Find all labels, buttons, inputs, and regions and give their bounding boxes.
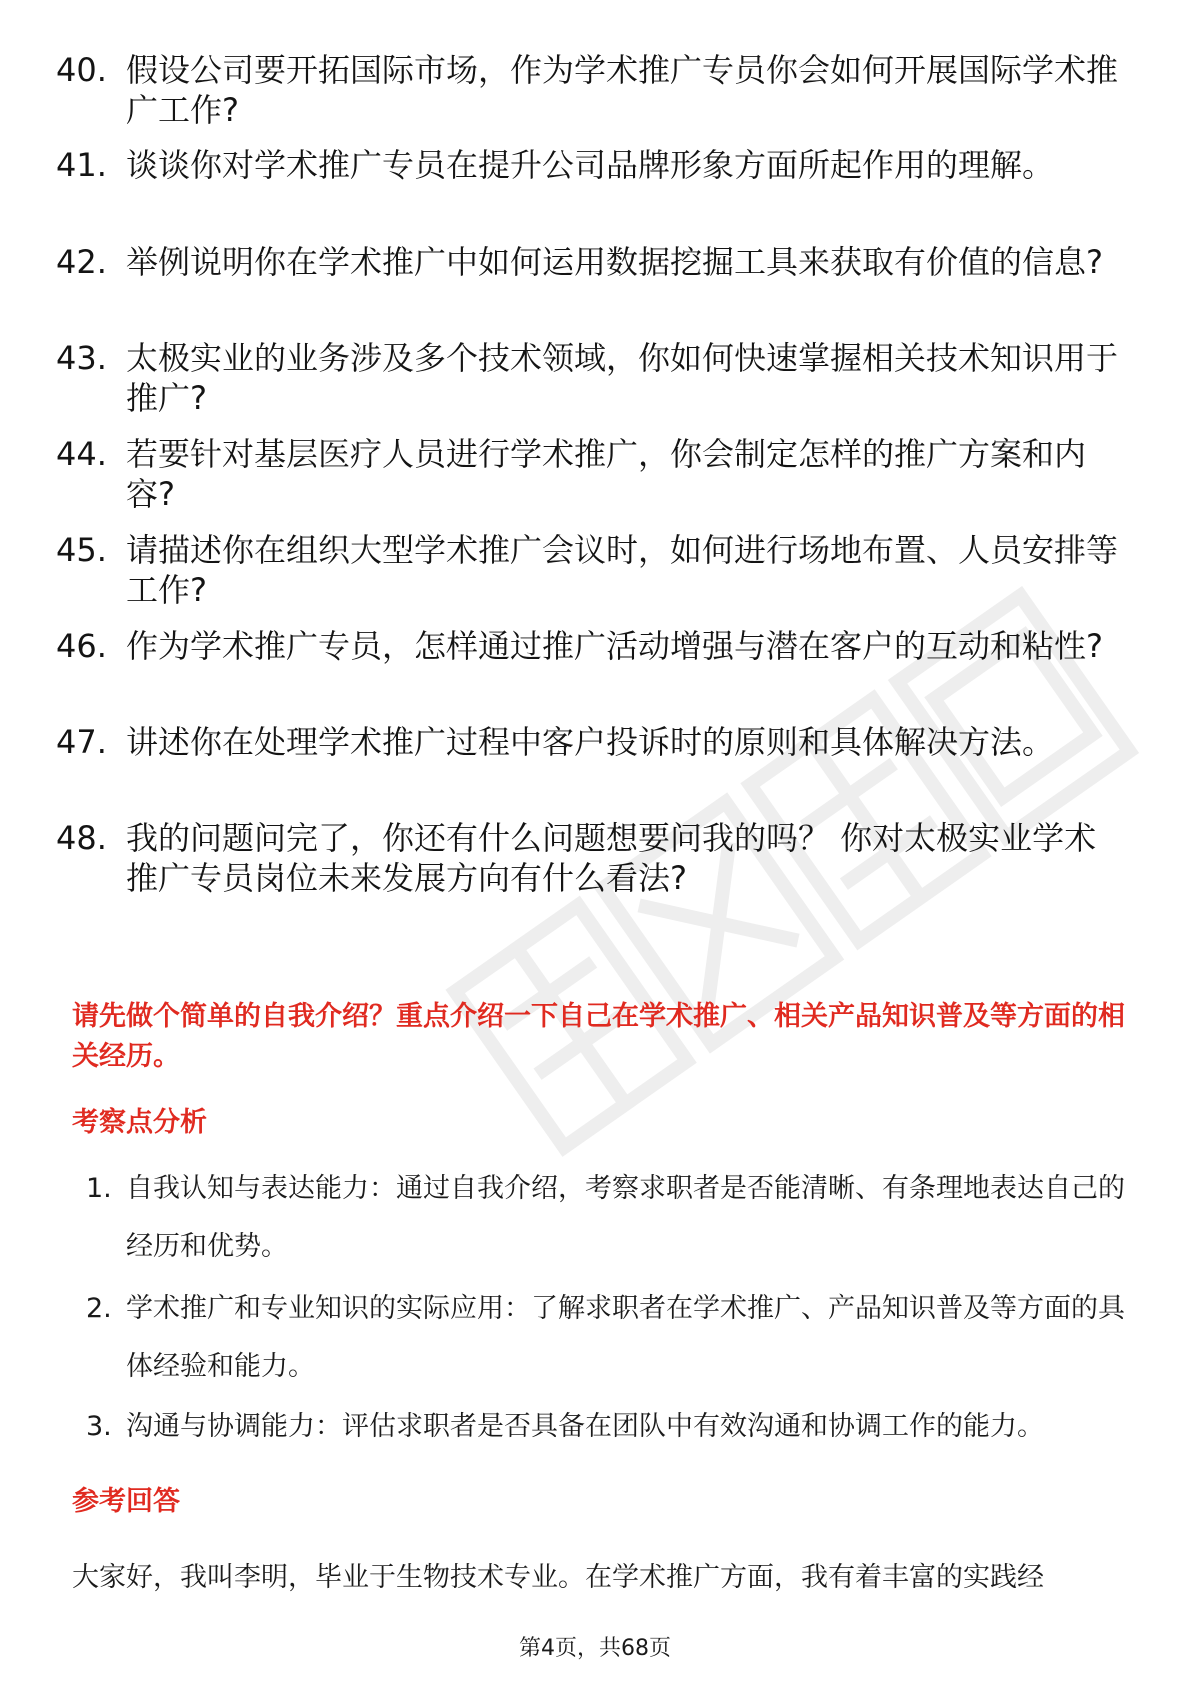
question-number: 45.	[56, 531, 107, 569]
analysis-item-text: 学术推广和专业知识的实际应用：了解求职者在学术推广、产品知识普及等方面的具体经验和能力。	[126, 1293, 1125, 1382]
question-number: 41.	[56, 146, 107, 184]
question-number: 46.	[56, 627, 107, 665]
analysis-item-text: 自我认知与表达能力：通过自我介绍，考察求职者是否能清晰、有条理地表达自己的经历和优势。	[126, 1173, 1125, 1262]
question-number: 48.	[56, 819, 107, 857]
analysis-item-number: 3.	[86, 1411, 112, 1442]
question-text: 作为学术推广专员，怎样通过推广活动增强与潜在客户的互动和粘性?	[126, 627, 1103, 665]
answer-text: 大家好，我叫李明，毕业于生物技术专业。在学术推广方面，我有着丰富的实践经	[72, 1562, 1044, 1593]
intro-question: 请先做个简单的自我介绍？重点介绍一下自己在学术推广、相关产品知识普及等方面的相关经历。	[72, 1001, 1125, 1072]
question-text: 假设公司要开拓国际市场，作为学术推广专员你会如何开展国际学术推广工作?	[126, 51, 1119, 129]
analysis-item-number: 2.	[86, 1293, 112, 1324]
page-footer: 第4页，共68页	[519, 1636, 671, 1661]
question-text: 若要针对基层医疗人员进行学术推广，你会制定怎样的推广方案和内容?	[126, 435, 1087, 513]
question-number: 40.	[56, 51, 107, 89]
question-number: 42.	[56, 243, 107, 281]
analysis-heading: 考察点分析	[72, 1107, 207, 1138]
question-number: 44.	[56, 435, 107, 473]
question-text: 我的问题问完了，你还有什么问题想要问我的吗？ 你对太极实业学术推广专员岗位未来发展方向有什么看法?	[126, 819, 1097, 897]
question-text: 谈谈你对学术推广专员在提升公司品牌形象方面所起作用的理解。	[126, 146, 1055, 184]
question-text: 太极实业的业务涉及多个技术领域，你如何快速掌握相关技术知识用于推广?	[126, 339, 1119, 417]
answer-heading: 参考回答	[72, 1486, 180, 1517]
question-text: 举例说明你在学术推广中如何运用数据挖掘工具来获取有价值的信息?	[126, 243, 1103, 281]
analysis-item-number: 1.	[86, 1173, 112, 1204]
question-number: 43.	[56, 339, 107, 377]
question-number: 47.	[56, 723, 107, 761]
analysis-item-text: 沟通与协调能力：评估求职者是否具备在团队中有效沟通和协调工作的能力。	[126, 1411, 1044, 1442]
question-text: 请描述你在组织大型学术推广会议时，如何进行场地布置、人员安排等工作?	[126, 531, 1119, 609]
question-text: 讲述你在处理学术推广过程中客户投诉时的原则和具体解决方法。	[126, 723, 1055, 761]
